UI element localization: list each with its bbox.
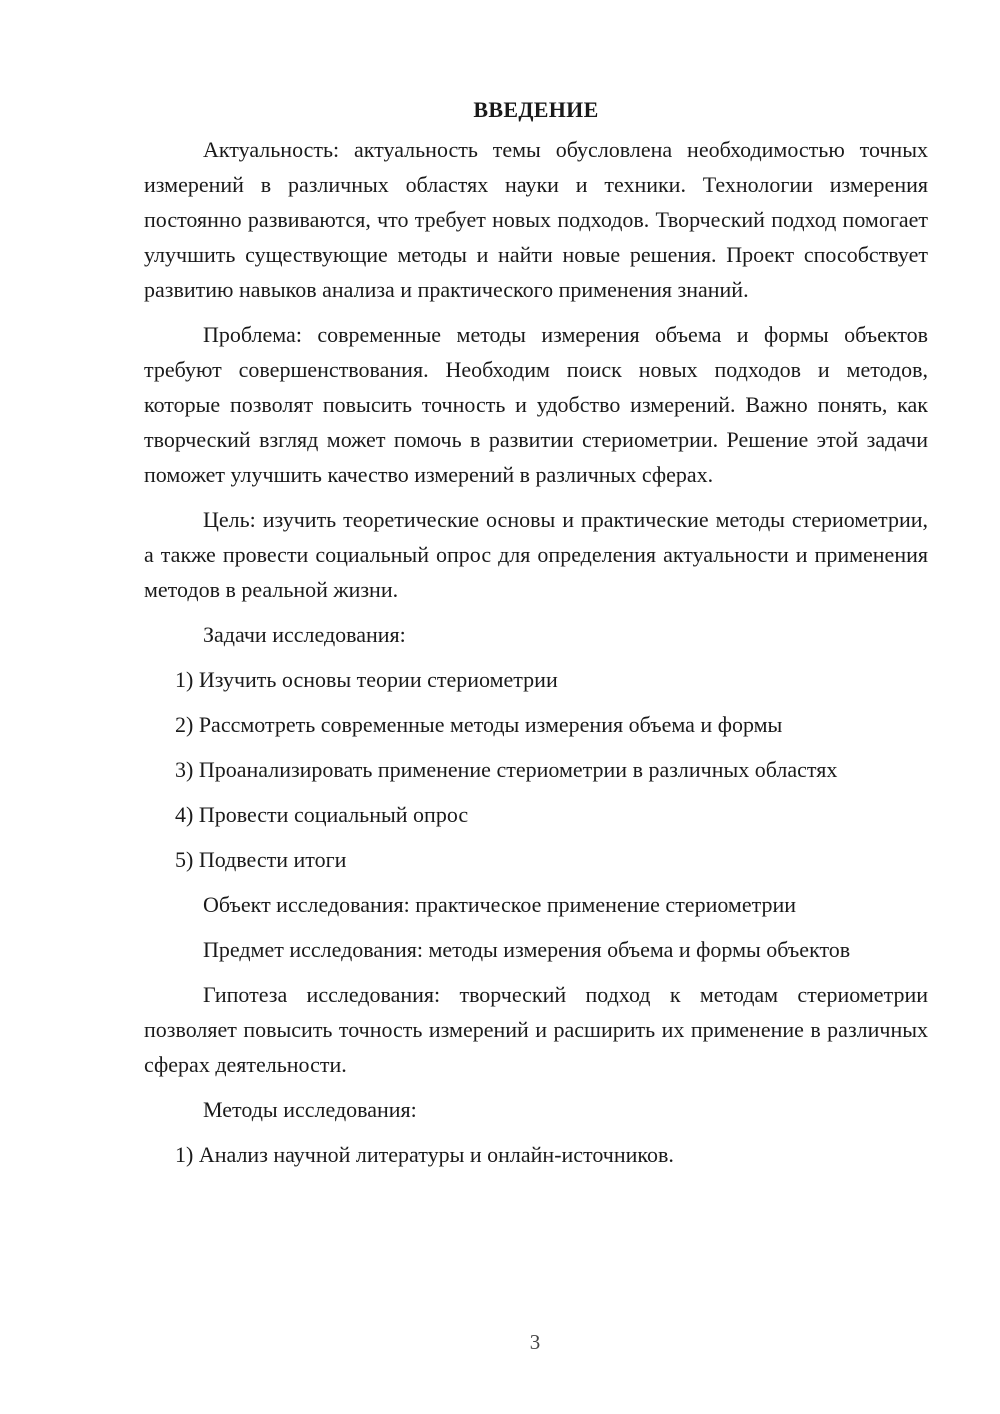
methods-heading: Методы исследования: xyxy=(203,1097,417,1122)
tasks-heading: Задачи исследования: xyxy=(203,622,406,647)
list-item: 2) Рассмотреть современные методы измерения объема и формы xyxy=(175,712,783,737)
tasks-list xyxy=(144,662,928,877)
object-paragraph: Объект исследования: практическое применение стериометрии xyxy=(203,892,797,917)
list-item: 1) Анализ научной литературы и онлайн-источников. xyxy=(175,1142,674,1167)
document-page xyxy=(144,92,928,1182)
relevance-paragraph: Актуальность: актуальность темы обусловлена необходимостью точных измерений в различных областях науки и техники. Технологии измерения постоянно развиваются, что требует новых подходов. Творческий подход помогает улучшить существующие методы и найти новые решения. Проект способствует развитию навыков анализа и практического применения знаний. xyxy=(144,137,928,302)
list-item: 1) Изучить основы теории стериометрии xyxy=(175,667,558,692)
goal-paragraph: Цель: изучить теоретические основы и практические методы стериометрии, а также провести социальный опрос для определения актуальности и применения методов в реальной жизни. xyxy=(144,507,928,602)
problem-paragraph: Проблема: современные методы измерения объема и формы объектов требуют совершенствования. Необходим поиск новых подходов и методов, которые позволят повысить точность и удобство измерений. Важно понять, как творческий взгляд может помочь в развитии стериометрии. Решение этой задачи поможет улучшить качество измерений в различных сферах. xyxy=(144,322,928,487)
page-number: 3 xyxy=(529,1330,541,1354)
methods-list xyxy=(144,1137,928,1172)
hypothesis-paragraph: Гипотеза исследования: творческий подход к методам стериометрии позволяет повысить точность измерений и расширить их применение в различных сферах деятельности. xyxy=(144,982,928,1077)
subject-paragraph: Предмет исследования: методы измерения объема и формы объектов xyxy=(203,937,851,962)
list-item: 5) Подвести итоги xyxy=(175,847,347,872)
list-item: 3) Проанализировать применение стериометрии в различных областях xyxy=(175,757,838,782)
page-title: ВВЕДЕНИЕ xyxy=(473,97,599,122)
list-item: 4) Провести социальный опрос xyxy=(175,802,469,827)
